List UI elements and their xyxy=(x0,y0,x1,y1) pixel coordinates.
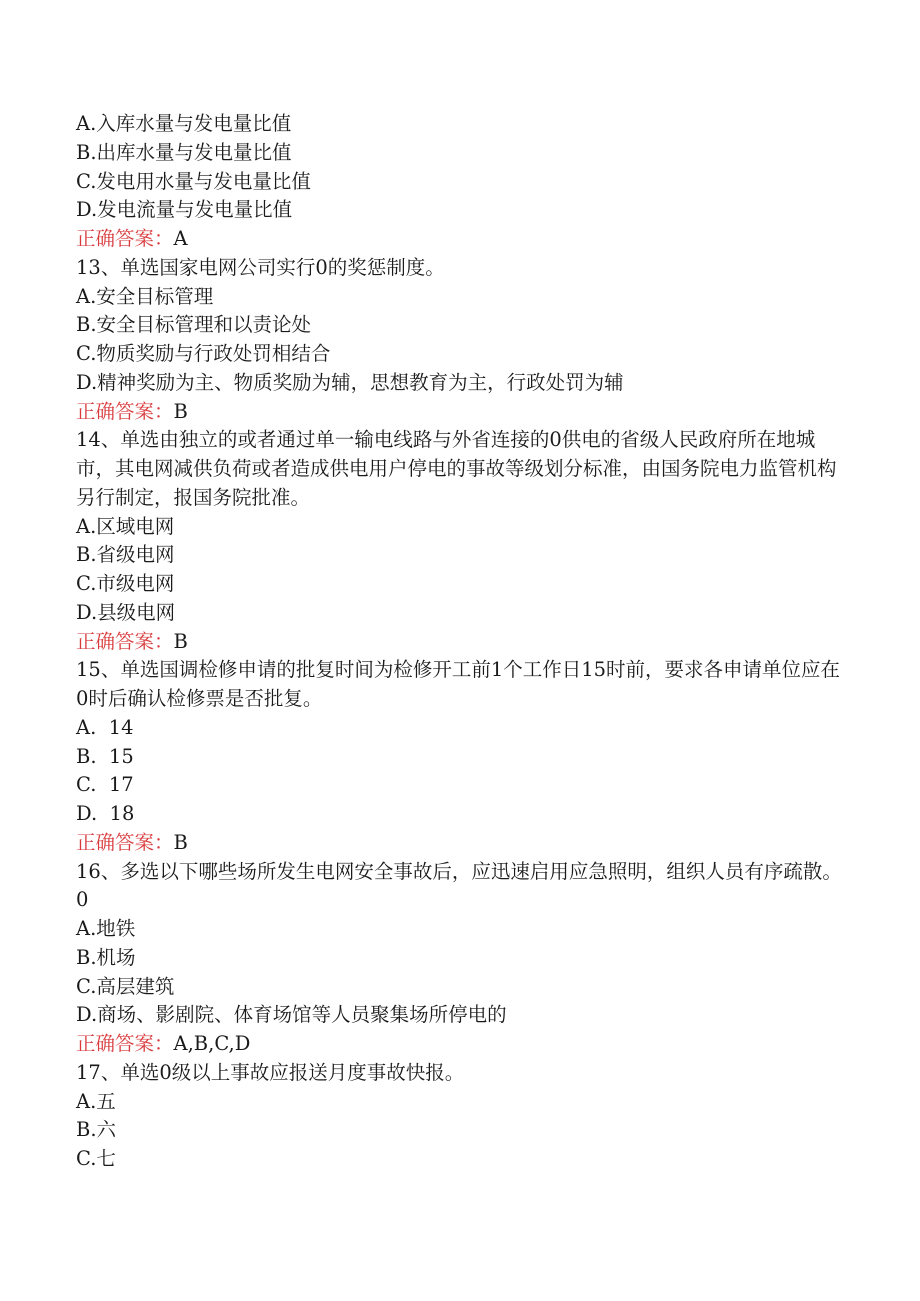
option-c: C.发电用水量与发电量比值 xyxy=(76,169,311,193)
question-stem: 16、多选以下哪些场所发生电网安全事故后，应迅速启用应急照明，组织人员有序疏散。0 xyxy=(76,859,842,912)
correct-answer xyxy=(76,829,846,858)
correct-answer xyxy=(76,628,846,657)
correct-answer xyxy=(76,398,846,427)
option-a: A.区域电网 xyxy=(76,514,175,538)
correct-answer xyxy=(76,225,846,254)
answer-value: A xyxy=(173,227,188,250)
option-c: C.七 xyxy=(76,1147,116,1170)
question-block-13 xyxy=(76,254,846,427)
option-a: A. 14 xyxy=(76,715,134,739)
answer-value: B xyxy=(173,629,188,653)
answer-value: B xyxy=(173,399,188,423)
answer-label: 正确答案： xyxy=(76,1032,174,1055)
question-stem: 14、单选由独立的或者通过单一输电线路与外省连接的0供电的省级人民政府所在地城市，其电网减供负荷或者造成供电用户停电的事故等级划分标准，由国务院电力监管机构另行制定，报国务院批准。 xyxy=(76,428,837,509)
answer-value: A,B,C,D xyxy=(173,1032,251,1055)
option-b: B.安全目标管理和以责论处 xyxy=(76,313,312,337)
option-d: D.县级电网 xyxy=(76,600,176,624)
question-block-17 xyxy=(76,1059,846,1174)
question-block-12 xyxy=(76,110,846,254)
question-stem: 15、单选国调检修申请的批复时间为检修开工前1个工作日15时前，要求各申请单位应在0时后确认检修票是否批复。 xyxy=(76,658,841,710)
answer-label: 正确答案： xyxy=(76,227,174,250)
document-page xyxy=(76,110,846,1174)
question-stem: 17、单选0级以上事故应报送月度事故快报。 xyxy=(76,1060,465,1084)
option-a: A.五 xyxy=(76,1089,116,1113)
question-block-16 xyxy=(76,858,846,1059)
answer-label: 正确答案： xyxy=(76,830,174,854)
option-b: B.机场 xyxy=(76,945,136,969)
option-b: B.出库水量与发电量比值 xyxy=(76,140,292,164)
answer-label: 正确答案： xyxy=(76,399,174,423)
question-block-14 xyxy=(76,426,846,656)
question-block-15 xyxy=(76,656,846,857)
option-c: C.市级电网 xyxy=(76,572,175,595)
option-c: C.物质奖励与行政处罚相结合 xyxy=(76,342,331,365)
answer-label: 正确答案： xyxy=(76,629,174,653)
option-b: B.六 xyxy=(76,1118,117,1142)
option-b: B.省级电网 xyxy=(76,543,175,567)
option-a: A.地铁 xyxy=(76,917,136,940)
option-d: D.商场、影剧院、体育场馆等人员聚集场所停电的 xyxy=(76,1003,507,1027)
question-stem: 13、单选国家电网公司实行0的奖惩制度。 xyxy=(76,255,445,279)
option-c: C.高层建筑 xyxy=(76,974,175,998)
option-b: B. 15 xyxy=(76,744,134,768)
correct-answer xyxy=(76,1030,846,1059)
answer-value: B xyxy=(173,830,188,854)
option-a: A.安全目标管理 xyxy=(76,284,214,308)
option-a: A.入库水量与发电量比值 xyxy=(76,112,292,135)
option-c: C. 17 xyxy=(76,773,134,797)
option-d: D. 18 xyxy=(76,802,135,825)
option-d: D.精神奖励为主、物质奖励为辅，思想教育为主，行政处罚为辅 xyxy=(76,370,624,394)
option-d: D.发电流量与发电量比值 xyxy=(76,198,293,222)
